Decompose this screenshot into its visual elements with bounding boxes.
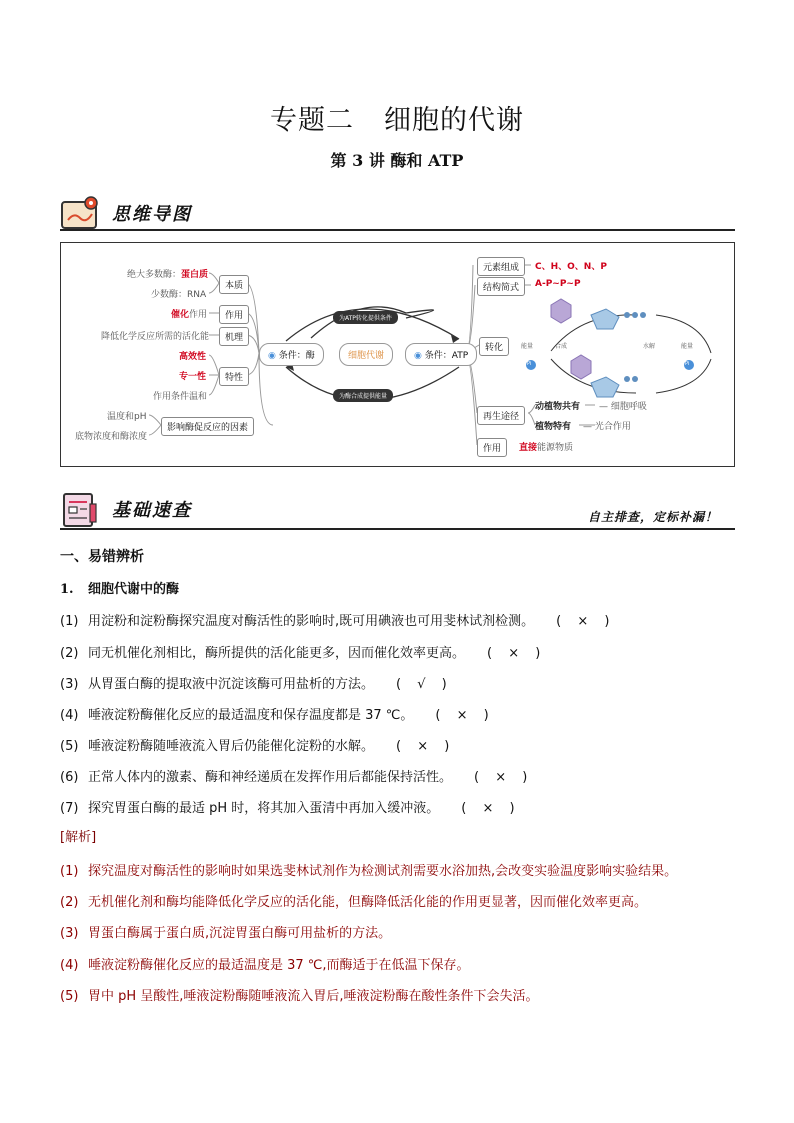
- mm-leaf-catalysis-suffix: 作用: [189, 310, 208, 320]
- mm-leaf-both: 动植物共有: [535, 402, 581, 412]
- mm-branch-conversion: 转化: [479, 337, 509, 356]
- question-item: [60, 704, 495, 723]
- analysis-text: 探究温度对酶活性的影响时如果选斐林试剂作为检测试剂需要水浴加热,会改变实验温度影响实验结果。: [88, 864, 678, 879]
- question-text: 用淀粉和淀粉酶探究温度对酶活性的影响时,既可用碘液也可用斐林试剂检测。: [88, 614, 535, 629]
- analysis-text: 胃蛋白酶属于蛋白质,沉淀胃蛋白酶可用盐析的方法。: [88, 926, 392, 941]
- title-part-b: 细胞的代谢: [384, 105, 524, 136]
- mm-branch-factors: 影响酶促反应的因素: [161, 417, 254, 436]
- question-item: [60, 766, 533, 785]
- question-number: (5): [60, 739, 79, 754]
- section-review-slogan: 自主排查，定标补漏！: [587, 510, 718, 524]
- analysis-item: [60, 891, 647, 910]
- mm-leaf-activation: 降低化学反应所需的活化能: [101, 332, 210, 342]
- mm-leaf-catalysis: [171, 307, 207, 320]
- mm-leaf-photosynthesis: — 光合作用: [583, 422, 631, 432]
- question-text: 正常人体内的激素、酶和神经递质在发挥作用后都能保持活性。: [88, 770, 453, 785]
- mm-node-atp-label: 条件：ATP: [424, 351, 469, 361]
- question-number: (2): [60, 646, 79, 661]
- question-text: 从胃蛋白酶的提取液中沉淀该酶可用盐析的方法。: [88, 677, 375, 692]
- mm-branch-structure: 结构简式: [477, 277, 525, 296]
- mm-node-atp-condition: [405, 343, 477, 366]
- mm-leaf-mild: 作用条件温和: [153, 392, 208, 402]
- mm-energy-left: 能量: [521, 343, 534, 350]
- mm-leaf-rna: 少数酶：RNA: [151, 290, 207, 300]
- analysis-number: (2): [60, 895, 79, 910]
- mm-bulb-icon: ◉: [268, 351, 276, 361]
- mindmap-figure: [60, 242, 735, 467]
- mm-bulb-icon: ◉: [414, 351, 422, 361]
- page-subtitle: 第 3 讲 酶和 ATP: [330, 151, 464, 170]
- section-mindmap-header: [58, 190, 192, 234]
- analysis-number: (3): [60, 926, 79, 941]
- question-number: (6): [60, 770, 79, 785]
- analysis-text: 唾液淀粉酶催化反应的最适温度是 37 ℃,而酶适于在低温下保存。: [88, 958, 470, 973]
- question-item: [60, 735, 455, 754]
- heading-enzymes-number: 1.: [60, 582, 74, 597]
- mm-leaf-efficiency: 高效性: [179, 352, 207, 362]
- mm-leaf-photosynthesis-text: 光合作用: [594, 422, 631, 432]
- section-mindmap-label: 思维导图: [112, 204, 192, 225]
- mm-leaf-respiration: — 细胞呼吸: [599, 402, 647, 412]
- mm-leaf-specificity: 专一性: [179, 372, 207, 382]
- mm-branch-mechanism: 机理: [219, 327, 249, 346]
- mm-leaf-respiration-text: 细胞呼吸: [610, 402, 647, 412]
- mm-pi-left: Pi: [527, 361, 532, 367]
- mm-pi-right: Pi: [685, 361, 690, 367]
- mm-leaf-plant: 植物特有: [535, 422, 572, 432]
- mm-leaf-structure: A-P~P~P: [535, 279, 581, 289]
- question-text: 唾液淀粉酶催化反应的最适温度和保存温度都是 37 ℃。: [88, 708, 414, 723]
- mm-branch-property: 特性: [219, 367, 249, 386]
- mm-branch-essence: 本质: [219, 275, 249, 294]
- question-answer: ( × ): [461, 801, 521, 816]
- mm-synthesis: 合成: [555, 343, 568, 350]
- question-answer: ( × ): [396, 739, 456, 754]
- heading-enzymes-text: 细胞代谢中的酶: [88, 582, 180, 597]
- question-answer: ( × ): [435, 708, 495, 723]
- question-text: 唾液淀粉酶随唾液流入胃后仍能催化淀粉的水解。: [88, 739, 375, 754]
- mm-leaf-most-enzymes-prefix: 绝大多数酶：: [127, 270, 182, 280]
- question-answer: ( × ): [487, 646, 547, 661]
- heading-enzymes: [60, 578, 179, 597]
- question-number: (3): [60, 677, 79, 692]
- analysis-text: 无机催化剂和酶均能降低化学反应的活化能，但酶降低活化能的作用更显著，因而催化效率更高。: [88, 895, 648, 910]
- mm-pill-bottom: 为酶合成提供能量: [333, 389, 393, 402]
- analysis-item: [60, 985, 539, 1004]
- analysis-number: (5): [60, 989, 79, 1004]
- mm-branch-role: 作用: [477, 438, 507, 457]
- mm-leaf-temp-ph: 温度和pH: [107, 412, 147, 422]
- analysis-heading: [解析]: [60, 830, 97, 845]
- analysis-number: (4): [60, 958, 79, 973]
- section-review-label: 基础速查: [112, 500, 192, 521]
- mm-leaf-elements: C、H、O、N、P: [535, 262, 607, 272]
- mm-node-metabolism: 细胞代谢: [339, 343, 393, 366]
- analysis-text: 胃中 pH 呈酸性,唾液淀粉酶随唾液流入胃后,唾液淀粉酶在酸性条件下会失活。: [88, 989, 539, 1004]
- question-item: [60, 673, 453, 692]
- analysis-number: (1): [60, 864, 79, 879]
- analysis-item: [60, 954, 470, 973]
- mm-leaf-direct-suffix: 能源物质: [537, 443, 574, 453]
- mm-node-enzyme-condition: [259, 343, 324, 366]
- section-mindmap-rule: [60, 229, 735, 231]
- mm-hydrolysis: 水解: [643, 343, 656, 350]
- mm-leaf-direct-red: 直接: [519, 443, 538, 453]
- question-item: [60, 610, 615, 629]
- mm-node-enzyme-label: 条件：酶: [278, 351, 315, 361]
- mm-energy-right: 能量: [681, 343, 694, 350]
- section-review-header: [58, 486, 192, 530]
- mm-pill-top: 为ATP转化提供条件: [333, 311, 398, 324]
- mm-branch-function: 作用: [219, 305, 249, 324]
- mm-branch-elements: 元素组成: [477, 257, 525, 276]
- heading-error-analysis: 一、易错辨析: [60, 549, 144, 565]
- mm-leaf-protein: 蛋白质: [181, 270, 209, 280]
- question-number: (1): [60, 614, 79, 629]
- document-icon: [58, 490, 102, 530]
- question-text: 同无机催化剂相比，酶所提供的活化能更多，因而催化效率更高。: [88, 646, 466, 661]
- analysis-item: [60, 860, 677, 879]
- question-answer: ( √ ): [396, 677, 453, 692]
- question-item: [60, 797, 521, 816]
- mm-leaf-most-enzymes: [127, 267, 208, 280]
- map-icon: [58, 194, 102, 234]
- question-answer: ( × ): [474, 770, 534, 785]
- analysis-item: [60, 922, 391, 941]
- title-part-a: 专题二: [270, 105, 354, 136]
- mm-leaf-direct: [519, 440, 573, 453]
- mm-branch-regeneration: 再生途径: [477, 406, 525, 425]
- mm-leaf-catalysis-red: 催化: [171, 310, 190, 320]
- mm-leaf-concentration: 底物浓度和酶浓度: [75, 432, 148, 442]
- question-item: [60, 642, 546, 661]
- page-title: [0, 98, 794, 137]
- section-review-rule: [60, 528, 735, 530]
- question-number: (7): [60, 801, 79, 816]
- question-answer: ( × ): [556, 614, 616, 629]
- question-number: (4): [60, 708, 79, 723]
- question-text: 探究胃蛋白酶的最适 pH 时，将其加入蛋清中再加入缓冲液。: [88, 801, 440, 816]
